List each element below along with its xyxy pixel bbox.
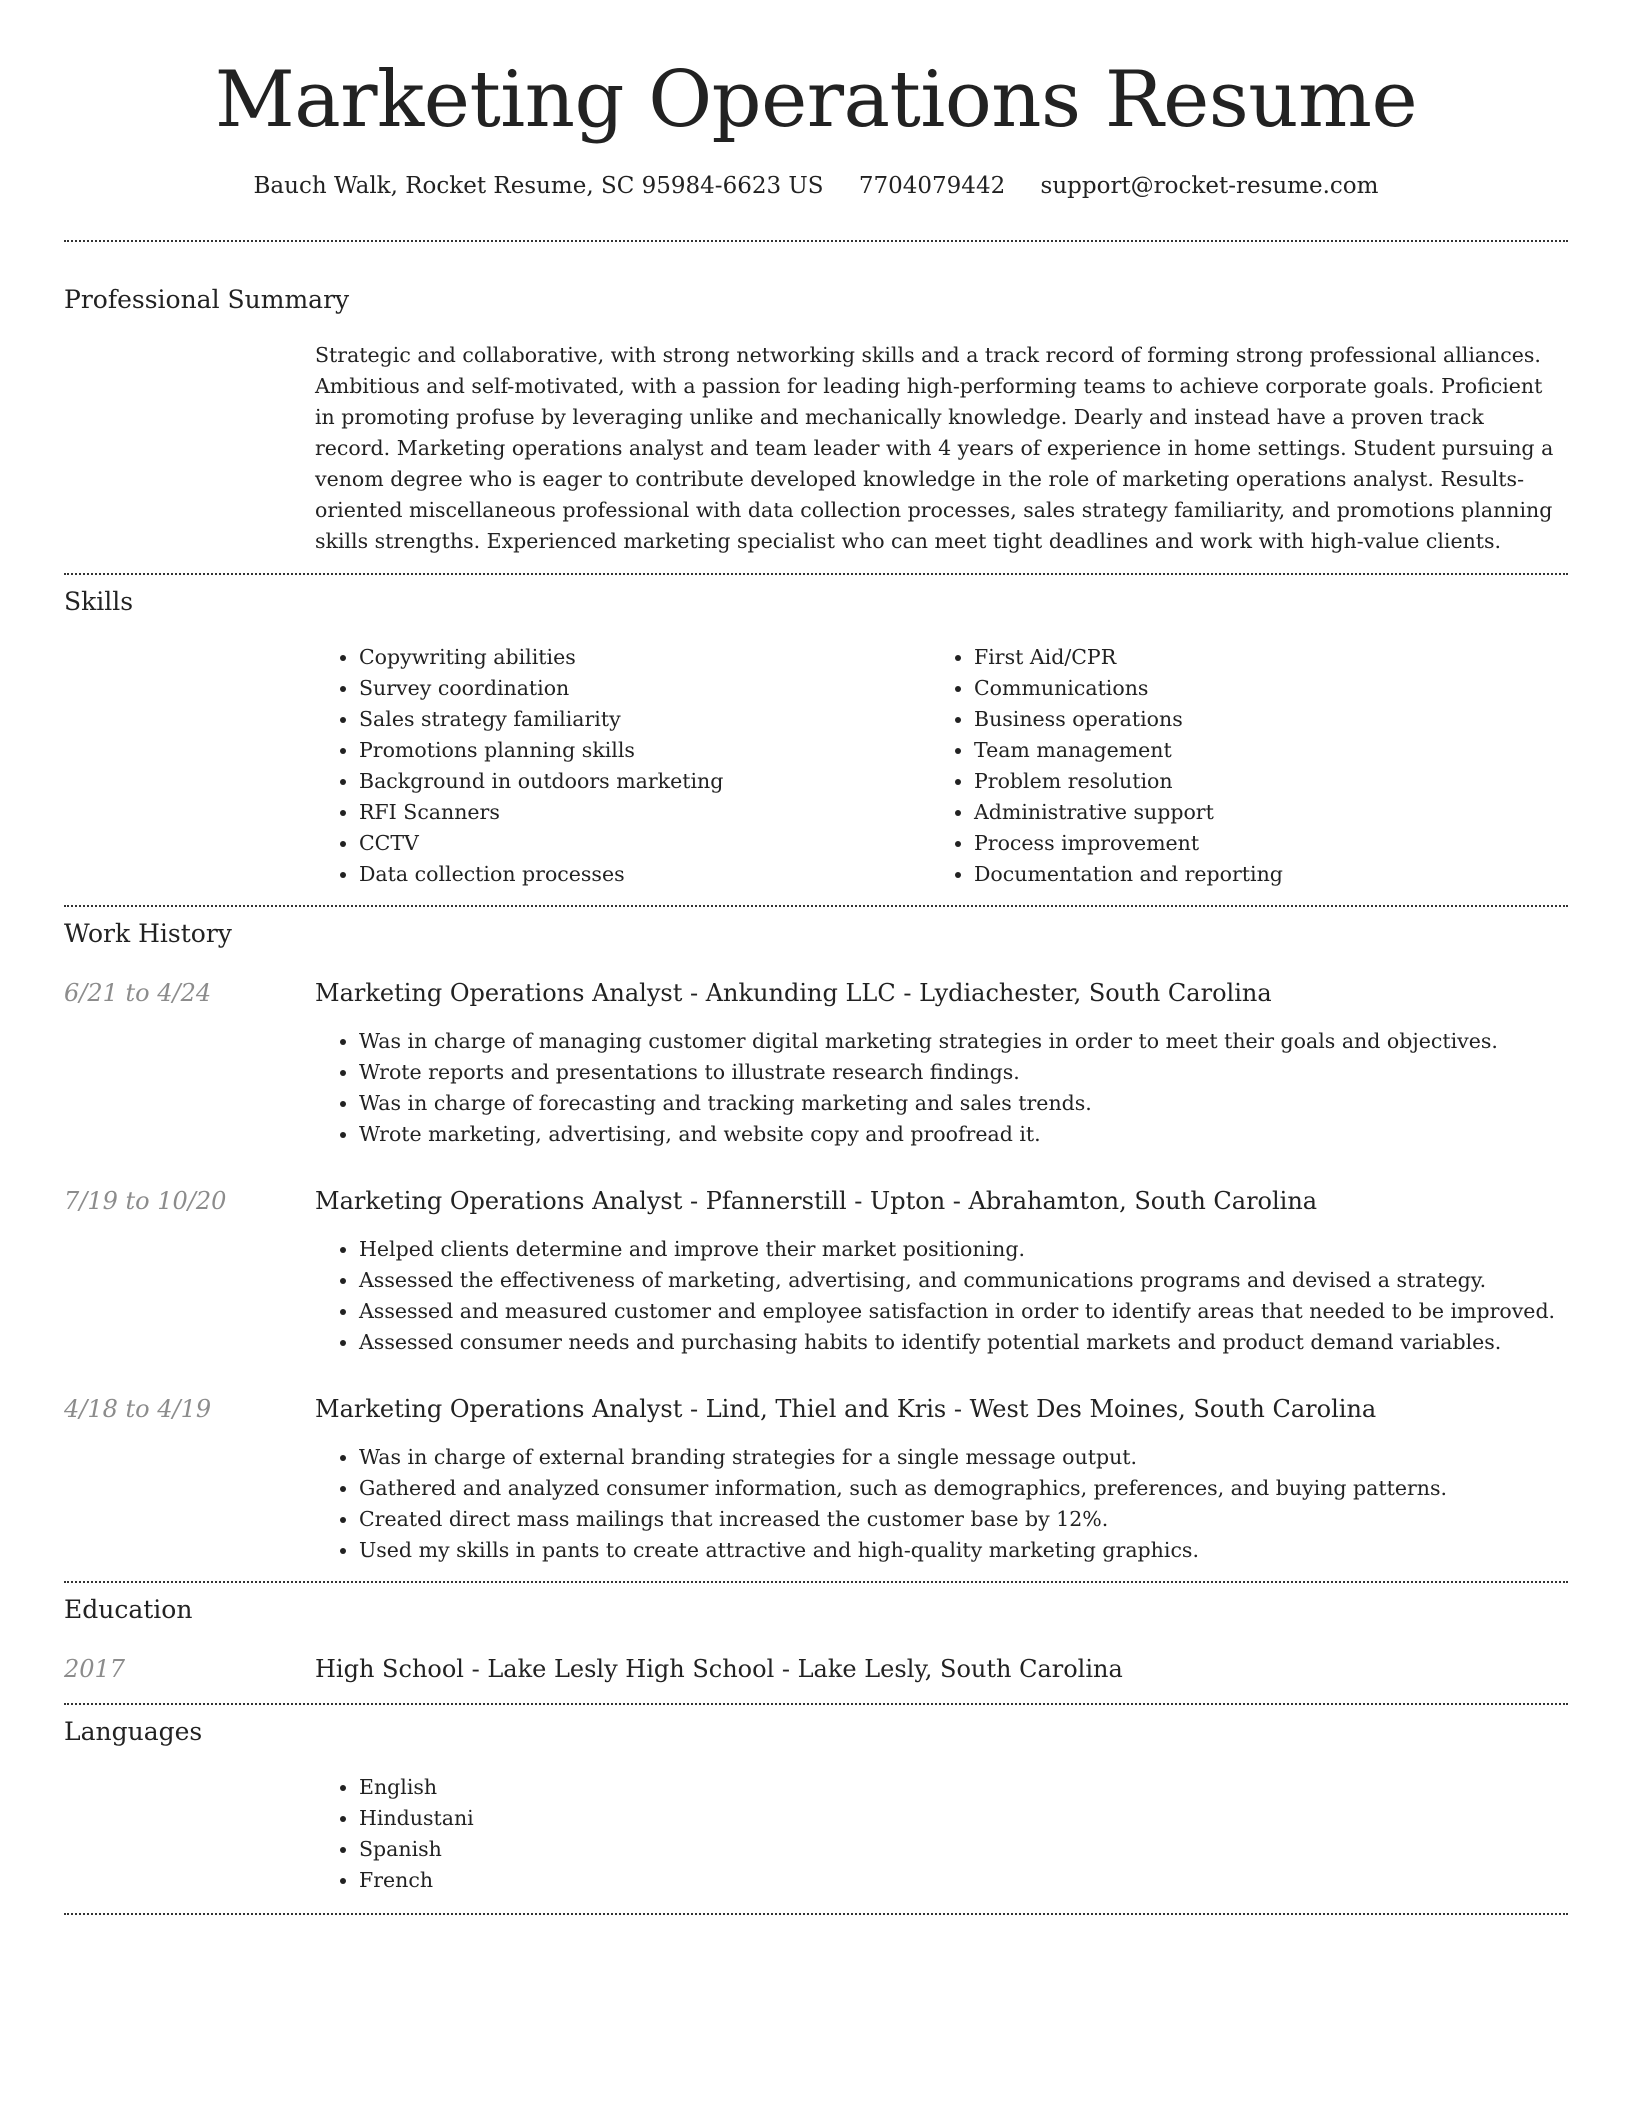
list-item: • Promotions planning skills <box>359 735 919 766</box>
education-heading: Education <box>64 1595 193 1624</box>
list-item: • English <box>359 1772 959 1803</box>
list-item: • CCTV <box>359 828 919 859</box>
section-divider <box>64 1581 1568 1583</box>
phone: 7704079442 <box>858 173 1006 199</box>
list-item: • RFI Scanners <box>359 797 919 828</box>
section-divider <box>64 1913 1568 1915</box>
list-item: • Process improvement <box>974 828 1574 859</box>
summary-heading: Professional Summary <box>64 285 350 314</box>
list-item: • First Aid/CPR <box>974 642 1574 673</box>
job-dates: 7/19 to 10/20 <box>64 1187 227 1215</box>
list-item: • Hindustani <box>359 1803 959 1834</box>
list-item: • Assessed consumer needs and purchasing habits to identify potential markets and product demand variables. <box>359 1327 1609 1358</box>
contact-info <box>0 170 1632 202</box>
skills-list-right <box>930 642 1574 890</box>
skills-heading: Skills <box>64 587 134 616</box>
summary-text: Strategic and collaborative, with strong networking skills and a track record of forming strong professional alliances. Ambitious and self-motivated, with a passion for leading high-performing teams to achieve corporate goals. Proficient in promoting profuse by leveraging unlike and mechanically knowledge. Dearly and instead have a proven track record. Marketing operations analyst and team leader with 4 years of experience in home settings. Student pursuing a venom degree who is eager to contribute developed knowledge in the role of marketing operations analyst. Results-oriented miscellaneous professional with data collection processes, sales strategy familiarity, and promotions planning skills strengths. Experienced marketing specialist who can meet tight deadlines and work with high-value clients. <box>315 343 1554 553</box>
education-year: 2017 <box>64 1655 126 1683</box>
page-title: Marketing Operations Resume <box>214 55 1418 145</box>
list-item: • Used my skills in pants to create attractive and high-quality marketing graphics. <box>359 1535 1609 1566</box>
skills-list-left <box>315 642 919 890</box>
job-bullets <box>315 1442 1609 1566</box>
education-entry: High School - Lake Lesly High School - Lake Lesly, South Carolina <box>315 1655 1123 1683</box>
address: Bauch Walk, Rocket Resume, SC 95984-6623 US <box>253 173 824 199</box>
list-item: • Documentation and reporting <box>974 859 1574 890</box>
list-item: • Sales strategy familiarity <box>359 704 919 735</box>
section-divider <box>64 240 1568 242</box>
email: support@rocket-resume.com <box>1040 173 1379 199</box>
list-item: • Assessed the effectiveness of marketing, advertising, and communications programs and devised a strategy. <box>359 1265 1609 1296</box>
list-item: • Team management <box>974 735 1574 766</box>
list-item: • Wrote marketing, advertising, and website copy and proofread it. <box>359 1119 1609 1150</box>
list-item: • Data collection processes <box>359 859 919 890</box>
languages-heading: Languages <box>64 1717 203 1746</box>
list-item: • Communications <box>974 673 1574 704</box>
list-item: • Background in outdoors marketing <box>359 766 919 797</box>
list-item: • Assessed and measured customer and employee satisfaction in order to identify areas that needed to be improved. <box>359 1296 1609 1327</box>
section-divider <box>64 573 1568 575</box>
job-bullets <box>315 1026 1609 1150</box>
list-item: • Gathered and analyzed consumer information, such as demographics, preferences, and buying patterns. <box>359 1473 1609 1504</box>
job-title: Marketing Operations Analyst - Lind, Thiel and Kris - West Des Moines, South Carolina <box>315 1395 1377 1423</box>
summary-text-block <box>315 340 1565 557</box>
list-item: • Business operations <box>974 704 1574 735</box>
job-dates: 6/21 to 4/24 <box>64 979 212 1007</box>
list-item: • Was in charge of managing customer digital marketing strategies in order to meet their goals and objectives. <box>359 1026 1609 1057</box>
list-item: • Problem resolution <box>974 766 1574 797</box>
job-title: Marketing Operations Analyst - Pfannerstill - Upton - Abrahamton, South Carolina <box>315 1187 1318 1215</box>
languages-list <box>315 1772 959 1896</box>
list-item: • Was in charge of external branding strategies for a single message output. <box>359 1442 1609 1473</box>
list-item: • Copywriting abilities <box>359 642 919 673</box>
list-item: • Wrote reports and presentations to illustrate research findings. <box>359 1057 1609 1088</box>
list-item: • Survey coordination <box>359 673 919 704</box>
list-item: • Was in charge of forecasting and tracking marketing and sales trends. <box>359 1088 1609 1119</box>
section-divider <box>64 905 1568 907</box>
list-item: • Spanish <box>359 1834 959 1865</box>
job-title: Marketing Operations Analyst - Ankunding LLC - Lydiachester, South Carolina <box>315 979 1272 1007</box>
list-item: • French <box>359 1865 959 1896</box>
work-heading: Work History <box>64 919 232 948</box>
job-dates: 4/18 to 4/19 <box>64 1395 212 1423</box>
section-divider <box>64 1703 1568 1705</box>
list-item: • Created direct mass mailings that increased the customer base by 12%. <box>359 1504 1609 1535</box>
list-item: • Helped clients determine and improve their market positioning. <box>359 1234 1609 1265</box>
list-item: • Administrative support <box>974 797 1574 828</box>
job-bullets <box>315 1234 1609 1358</box>
